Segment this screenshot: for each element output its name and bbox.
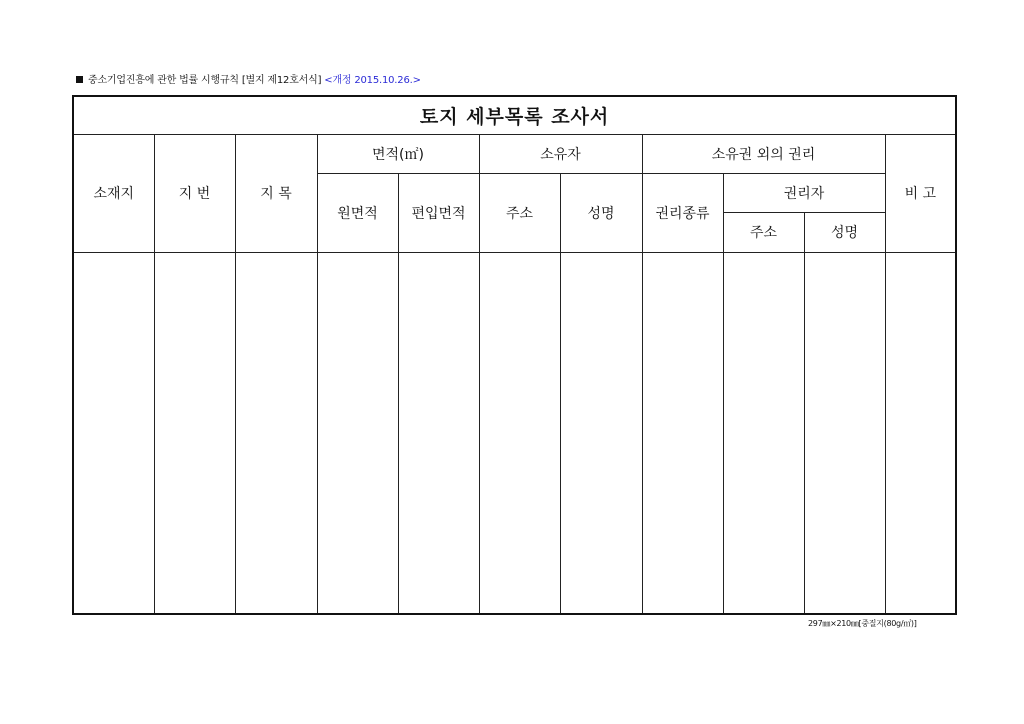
entry-cell	[154, 252, 235, 614]
entry-cell	[398, 252, 479, 614]
law-reference: 중소기업진흥에 관한 법률 시행규칙 [별지 제12호서식]	[88, 75, 322, 86]
col-remarks: 비 고	[885, 134, 956, 252]
col-owner-name: 성명	[560, 173, 642, 252]
entry-cell	[642, 252, 723, 614]
entry-cell	[479, 252, 560, 614]
col-owner-group: 소유자	[479, 134, 642, 173]
entry-cell	[73, 252, 154, 614]
entry-cell	[804, 252, 885, 614]
entry-cell	[235, 252, 317, 614]
entry-cell	[560, 252, 642, 614]
square-bullet-icon	[76, 76, 83, 83]
entry-cell	[723, 252, 804, 614]
entry-cell	[317, 252, 398, 614]
form-header	[76, 71, 421, 86]
form-title: 토지 세부목록 조사서	[73, 96, 956, 134]
col-area-group: 면적(㎡)	[317, 134, 479, 173]
land-survey-table	[72, 95, 957, 615]
entry-cell	[885, 252, 956, 614]
col-right-type: 권리종류	[642, 173, 723, 252]
paper-spec: 297㎜×210㎜[중질지(80g/㎡)]	[808, 619, 917, 628]
col-lot-number: 지 번	[154, 134, 235, 252]
col-right-holder-group: 권리자	[723, 173, 885, 212]
col-other-rights-group: 소유권 외의 권리	[642, 134, 885, 173]
col-holder-address: 주소	[723, 212, 804, 252]
col-land-category: 지 목	[235, 134, 317, 252]
col-owner-address: 주소	[479, 173, 560, 252]
col-incorporated-area: 편입면적	[398, 173, 479, 252]
col-original-area: 원면적	[317, 173, 398, 252]
col-holder-name: 성명	[804, 212, 885, 252]
col-location: 소재지	[73, 134, 154, 252]
revision-date: <개정 2015.10.26.>	[324, 75, 421, 86]
